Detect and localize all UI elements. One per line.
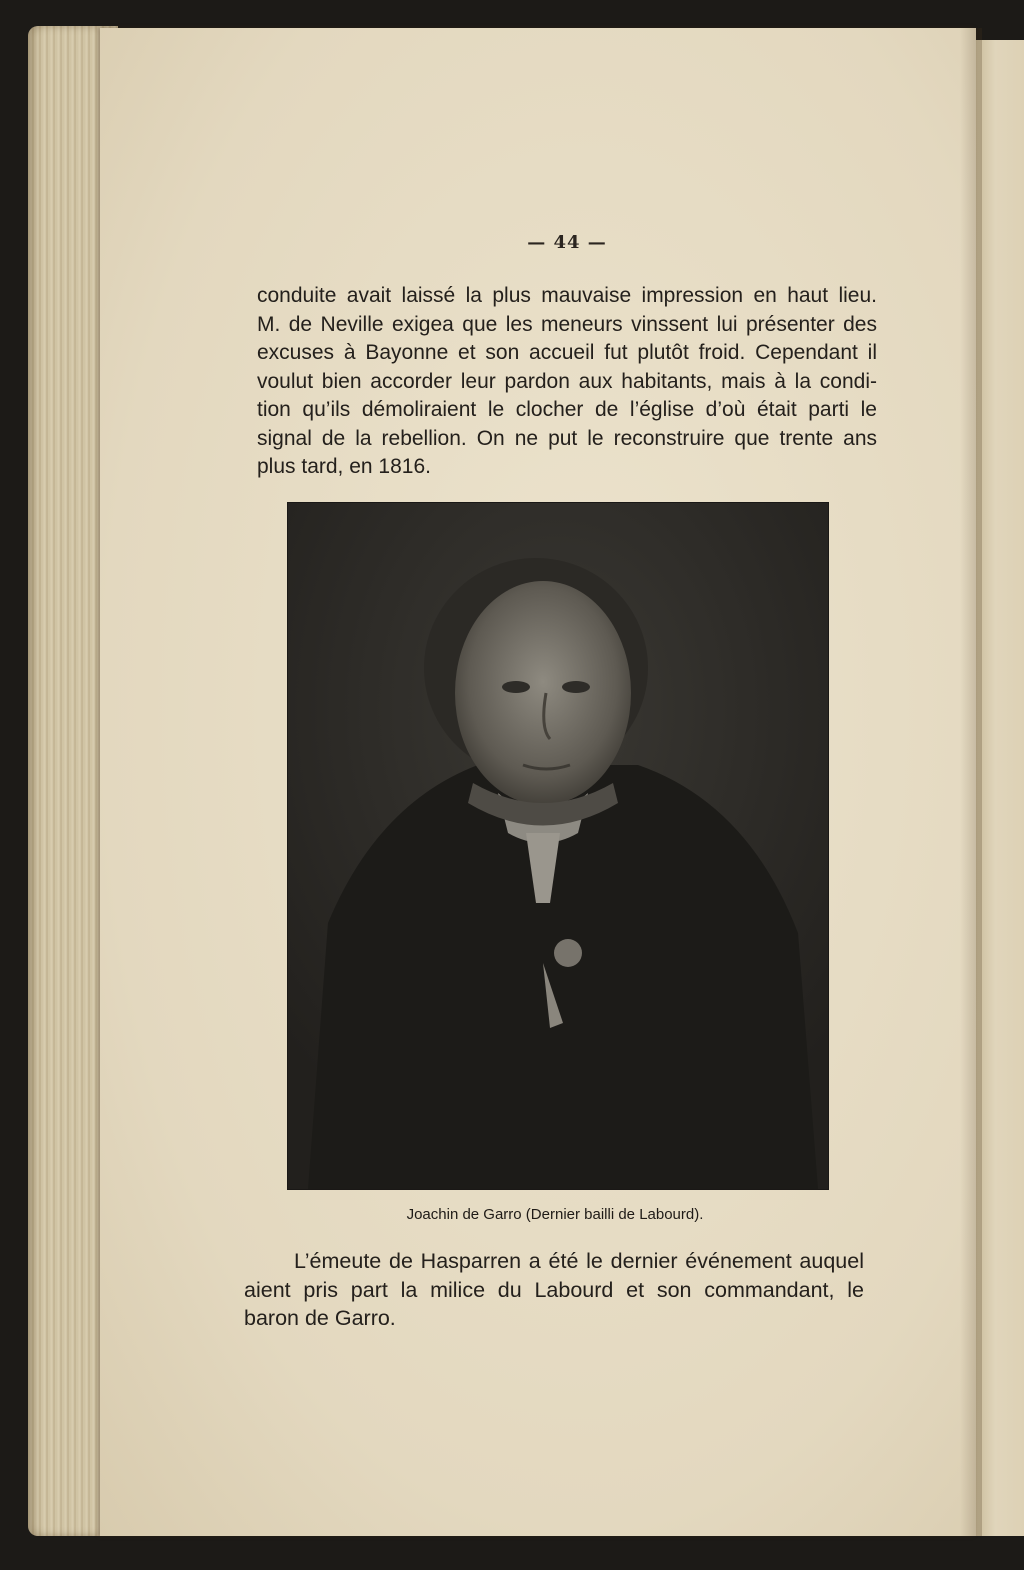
paragraph-2-line: baron de Garro. xyxy=(244,1306,396,1330)
paragraph-1-line: signal de la rebellion. On ne put le reconstruire que trente ans xyxy=(257,426,877,450)
photo-caption: Joachin de Garro (Dernier bailli de Labourd). xyxy=(406,1206,704,1223)
portrait-illustration xyxy=(288,503,828,1189)
paragraph-1-line: M. de Neville exigea que les meneurs vinssent lui présenter des xyxy=(257,312,877,336)
paragraph-1 xyxy=(257,282,877,482)
paragraph-1-line: voulut bien accorder leur pardon aux habitants, mais à la condi- xyxy=(257,369,877,393)
paragraph-2-line: aient pris part la milice du Labourd et son commandant, le xyxy=(244,1277,864,1302)
paragraph-2-line: L’émeute de Hasparren a été le dernier événement auquel xyxy=(294,1249,864,1273)
spine-shadow xyxy=(960,28,982,1536)
paragraph-1-line: plus tard, en 1816. xyxy=(257,455,431,478)
portrait-photograph xyxy=(287,502,829,1190)
facing-page-edge xyxy=(976,40,1024,1536)
paragraph-1-line: tion qu’ils démoliraient le clocher de l’église d’où était parti le xyxy=(257,398,877,421)
page-number: — 44 — xyxy=(527,232,607,253)
paragraph-2 xyxy=(244,1247,864,1333)
paragraph-1-line: conduite avait laissé la plus mauvaise impression en haut lieu. xyxy=(257,284,877,307)
paragraph-1-line: excuses à Bayonne et son accueil fut plutôt froid. Cependant il xyxy=(257,341,877,364)
